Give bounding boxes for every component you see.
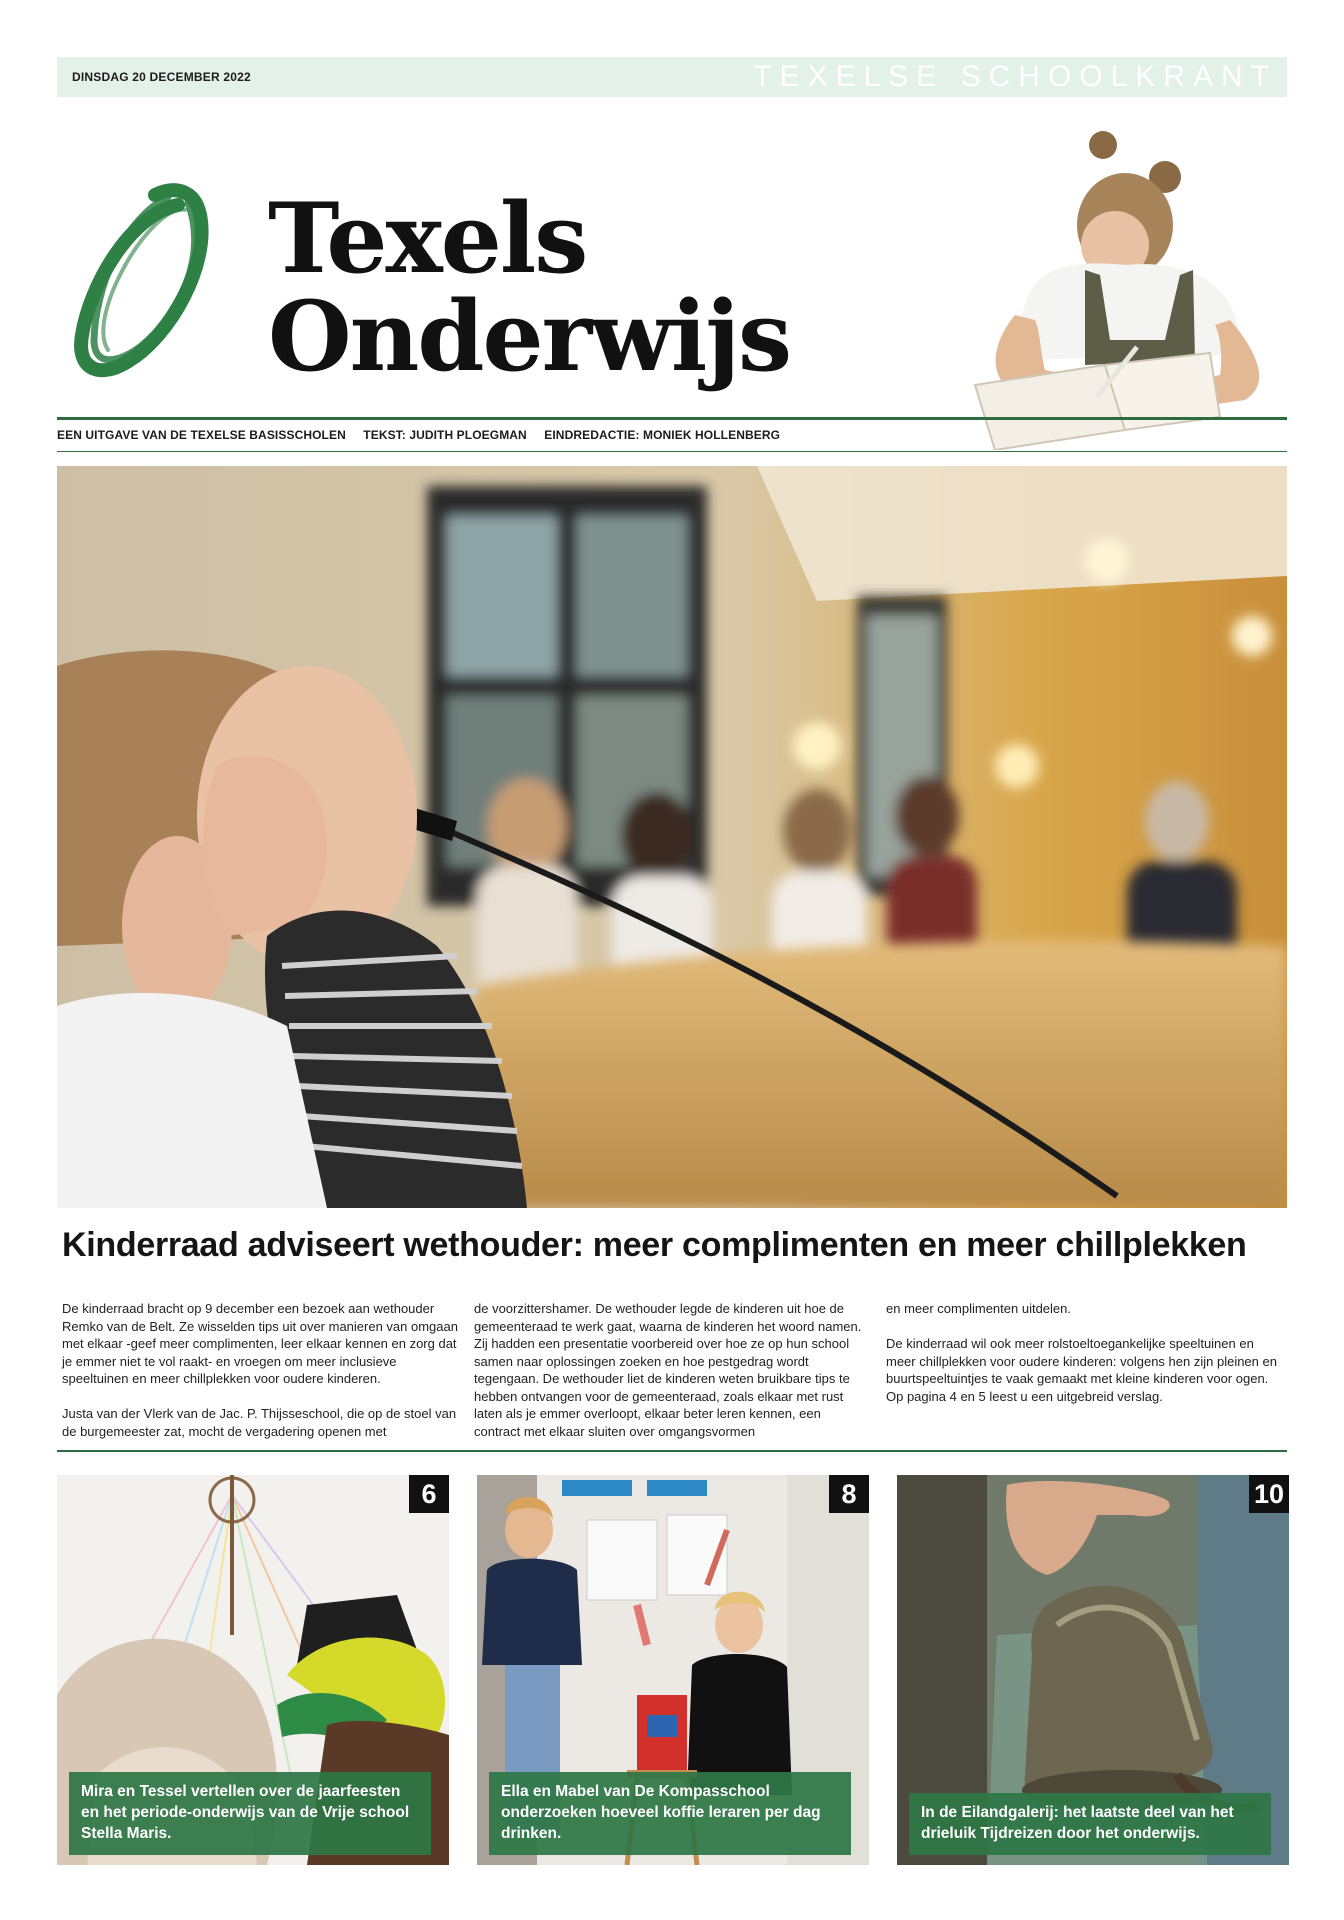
article-column-2 xyxy=(474,1300,870,1458)
page-number-badge: 10 xyxy=(1249,1475,1289,1513)
issue-date: DINSDAG 20 DECEMBER 2022 xyxy=(72,70,251,84)
article-paragraph: De kinderraad bracht op 9 december een bezoek aan wethouder Remko van de Belt. Ze wisselden tips uit over manieren van omgaan met elkaar -geef meer complimenten, leer elkaar kennen en zorg dat je emmer niet te vol raakt- en vroegen om meer inclusieve speeltuinen en meer chillplekken voor oudere kinderen. xyxy=(62,1301,458,1386)
credits-rule xyxy=(57,451,1287,452)
paper-name: TEXELSE SCHOOLKRANT xyxy=(753,60,1277,93)
article-paragraph: De kinderraad wil ook meer rolstoeltoegankelijke speeltuinen en meer chillplekken voor oudere kinderen: volgens hen zijn pleinen en buurtspeeltuintjes te vaak gemaakt met kleine kinderen voor ogen. Op pagina 4 en 5 leest u een uitgebreid verslag. xyxy=(886,1336,1277,1404)
article-headline: Kinderraad adviseert wethouder: meer complimenten en meer chillplekken xyxy=(62,1226,1247,1264)
credit-publisher: EEN UITGAVE VAN DE TEXELSE BASISSCHOLEN xyxy=(57,428,346,442)
header-bar xyxy=(57,57,1287,97)
kinderraad-meeting-photo xyxy=(57,466,1287,1208)
girl-writing-photo xyxy=(875,125,1295,450)
section-rule xyxy=(57,1450,1287,1452)
masthead-title xyxy=(268,182,791,393)
teaser-card-page-6[interactable] xyxy=(57,1475,449,1865)
credit-editor: EINDREDACTIE: MONIEK HOLLENBERG xyxy=(544,428,781,442)
credit-text: TEKST: JUDITH PLOEGMAN xyxy=(363,428,527,442)
article-column-1 xyxy=(62,1300,458,1458)
article-column-3 xyxy=(886,1300,1282,1423)
teaser-caption: In de Eilandgalerij: het laatste deel van het drieluik Tijdreizen door het onderwijs. xyxy=(909,1793,1271,1855)
masthead-line1: Texels xyxy=(268,182,587,295)
masthead-rule xyxy=(57,417,1287,420)
article-paragraph: Justa van der Vlerk van de Jac. P. Thijsseschool, die op de stoel van de burgemeester zat, mocht de vergadering openen met xyxy=(62,1406,457,1439)
teaser-caption: Ella en Mabel van De Kompasschool onderzoeken hoeveel koffie leraren per dag drinken. xyxy=(489,1772,851,1855)
page-number-badge: 8 xyxy=(829,1475,869,1513)
brush-stroke-o-logo-icon xyxy=(60,175,230,395)
article-paragraph: de voorzittershamer. De wethouder legde de kinderen uit hoe de gemeenteraad te werk gaat, waarna de kinderen het woord namen. Zij hadden een presentatie voorbereid over hoe ze op hun school samen naar oplossingen zoeken en hoe pestgedrag wordt tegengaan. De wethouder liet de kinderen weten bruikbare tips te hebben ontvangen voor de gemeenteraad, zoals elkaar met rust laten als je emmer overloopt, elkaar beter leren kennen, een contract met elkaar sluiten over omgangsvormen xyxy=(474,1301,862,1439)
teaser-card-page-10[interactable] xyxy=(897,1475,1289,1865)
teaser-card-page-8[interactable] xyxy=(477,1475,869,1865)
page-number-badge: 6 xyxy=(409,1475,449,1513)
credits-line xyxy=(57,428,794,442)
masthead-line2: Onderwijs xyxy=(268,280,791,393)
article-paragraph: en meer complimenten uitdelen. xyxy=(886,1301,1071,1316)
teaser-caption: Mira en Tessel vertellen over de jaarfeesten en het periode-onderwijs van de Vrije school Stella Maris. xyxy=(69,1772,431,1855)
